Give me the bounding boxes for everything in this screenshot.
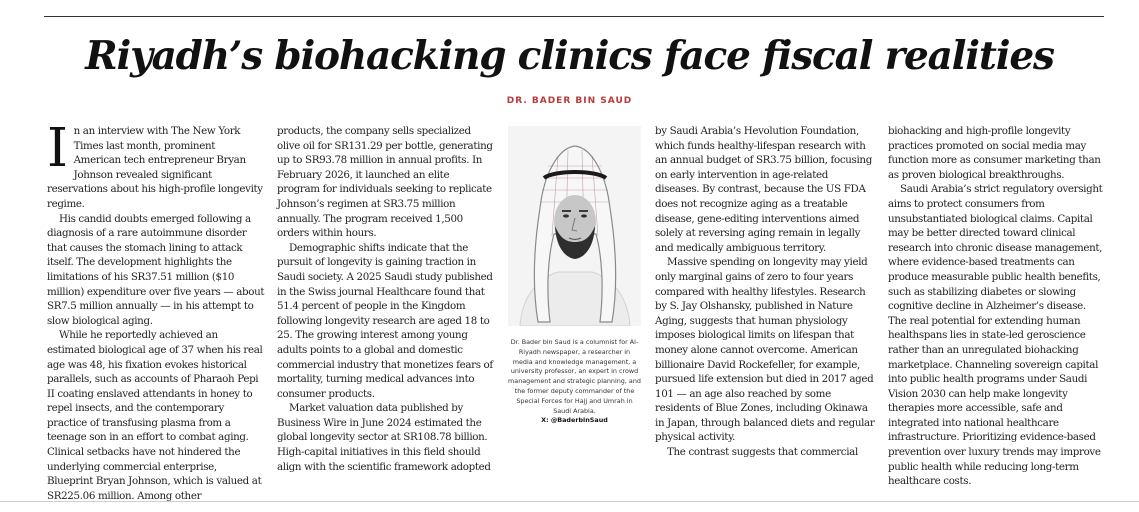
article-headline: Riyadh’s biohacking clinics face fiscal realities [85, 33, 1054, 79]
author-portrait-image [508, 126, 641, 326]
paragraph: Demographic shifts indicate that the pursuit of longevity is gaining traction in Saudi society. A 2025 Saudi study published in the Swiss journal Healthcare found that 51.4 percent of people in the Kingdom following longevity research are aged 18 to 25. The growing interest among young adults points to a global and domestic commercial industry that monetizes fears of mortality, turning medical advances into consumer products. [277, 241, 493, 400]
paragraph: Saudi Arabia’s strict regulatory oversight aims to protect consumers from unsubstantiated biological claims. Capital may be better directed toward clinical research into chronic disease management, where evidence-based treatments can produce measurable public health benefits, such as stabilizing diabetes or slowing cognitive decline in Alzheimer’s disease. The real potential for extending human healthspans lies in state-led geroscience rather than an unregulated biohacking marketplace. Channeling sovereign capital into public health programs under Saudi Vision 2030 can help make longevity therapies more accessible, safe and integrated into national healthcare infrastructure. Prioritizing evidence-based prevention over luxury trends may improve public health while reducing long-term healthcare costs. [888, 183, 1103, 488]
author-bio: Dr. Bader bin Saud is a columnist for Al-Riyadh newspaper, a researcher in media and knowledge management, a university professor, an expert in crowd management and strategic planning, and the former deputy commander of the Special Forces for Hajj and Umrah in Saudi Arabia. [508, 338, 641, 415]
paragraph: Market valuation data published by Business Wire in June 2024 estimated the global longevity sector at SR108.78 billion. High-capital initiatives in this field should align with the scientific framework adopted [277, 402, 491, 473]
article-column-1 [47, 118, 265, 503]
drop-cap: I [47, 118, 68, 179]
top-rule [44, 16, 1104, 17]
author-caption [508, 338, 641, 426]
author-byline: DR. BADER BIN SAUD [506, 96, 633, 106]
paragraph: In an interview with The New York Times last month, prominent American tech entrepreneur Bryan Johnson revealed significant reservations about his high-profile longevity regime. [47, 118, 263, 210]
paragraph: The contrast suggests that commercial [667, 446, 858, 459]
bottom-rule [0, 501, 1139, 502]
paragraph: by Saudi Arabia’s Hevolution Foundation, which funds healthy-lifespan research with an annual budget of SR3.75 billion, focusing on early intervention in age-related diseases. By contrast, because the US FDA does not recognize aging as a treatable disease, gene-editing interventions aimed solely at reversing aging remain in legally and medically ambiguous territory. [655, 125, 872, 254]
paragraph: Massive spending on longevity may yield only marginal gains of zero to four years compared with healthy lifestyles. Research by S. Jay Olshansky, published in Nature Aging, suggests that human physiology imposes biological limits on lifespan that money alone cannot overcome. American billionaire David Rockefeller, for example, pursued life extension but died in 2017 aged 101 — an age also reached by some residents of Blue Zones, including Okinawa in Japan, through balanced diets and regular physical activity. [655, 256, 875, 444]
article-column-2 [277, 124, 494, 474]
author-social-handle: X: @BaderbinSaud [541, 416, 608, 425]
article-column-5 [888, 124, 1106, 489]
author-photo [508, 126, 641, 326]
paragraph: products, the company sells specialized olive oil for SR131.29 per bottle, generating up to SR93.78 million in annual profits. In February 2026, it launched an elite program for individuals seeking to replicate Johnson’s regimen at SR3.75 million annually. The program received 1,500 orders within hours. [277, 125, 493, 240]
paragraph: While he reportedly achieved an estimated biological age of 37 when his real age was 48, his fixation evokes historical parallels, such as accounts of Pharaoh Pepi II coating enslaved attendants in honey to repel insects, and the contemporary practice of transfusing plasma from a teenage son in an effort to combat aging. Clinical setbacks have not hindered the underlying commercial enterprise, Blueprint Bryan Johnson, which is valued at SR225.06 million. Among other [47, 329, 263, 502]
paragraph: His candid doubts emerged following a diagnosis of a rare autoimmune disorder that causes the stomach lining to attack itself. The development highlights the limitations of his SR37.51 million ($10 million) expenditure over five years — about SR7.5 million annually — in his attempt to slow biological aging. [47, 212, 265, 327]
paragraph: biohacking and high-profile longevity practices promoted on social media may function more as consumer marketing than as proven biological breakthroughs. [888, 125, 1101, 181]
article-column-4 [655, 124, 875, 460]
